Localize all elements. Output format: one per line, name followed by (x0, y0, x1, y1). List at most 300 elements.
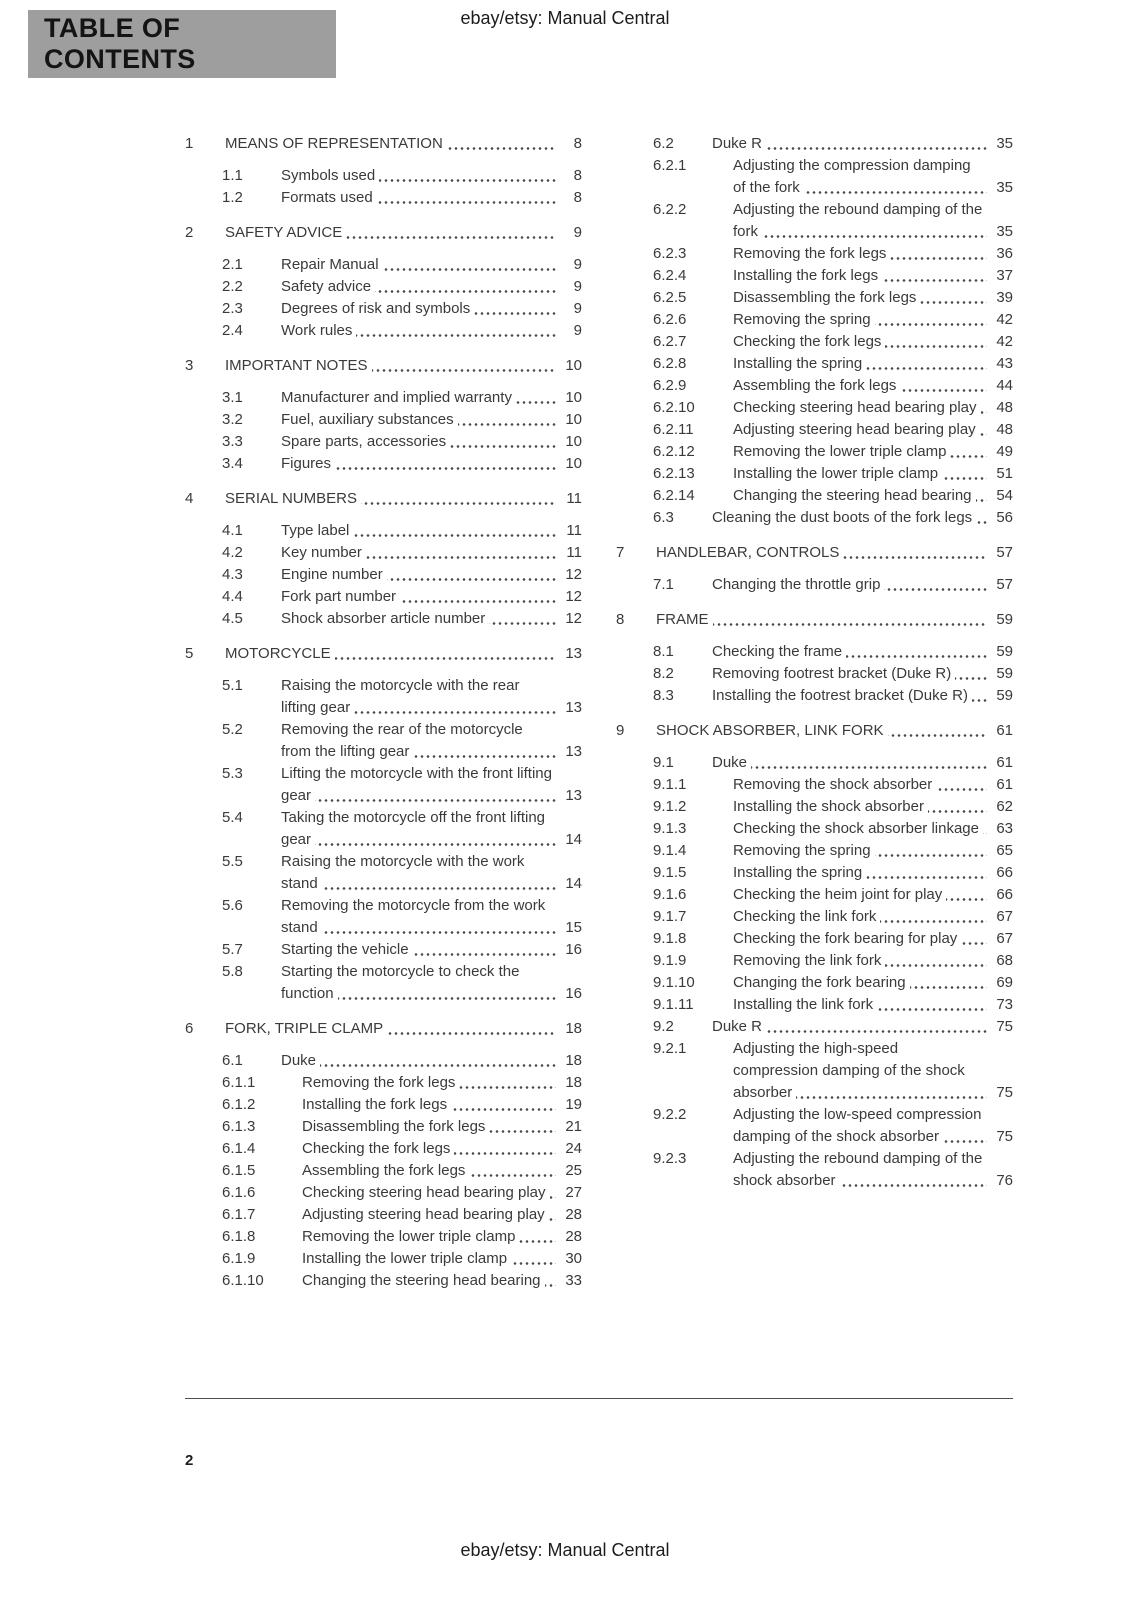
table-of-contents (185, 133, 1013, 1292)
footer-divider (185, 1398, 1013, 1399)
toc-entry (616, 441, 1013, 463)
toc-entry-number: 9.1.9 (653, 952, 687, 969)
toc-entry-page: 75 (987, 1016, 1013, 1038)
toc-entry-number: 9.1 (653, 754, 674, 771)
toc-entry (616, 155, 1013, 199)
toc-entry (185, 431, 582, 453)
top-watermark: ebay/etsy: Manual Central (460, 8, 670, 28)
toc-entry-title: Removing the lower triple clamp (733, 441, 987, 463)
toc-entry (616, 542, 1013, 564)
toc-entry-title: Installing the link fork (733, 994, 987, 1016)
toc-entry-page: 21 (556, 1116, 582, 1138)
toc-entry-title: Removing the fork legs (302, 1072, 556, 1094)
toc-entry-page: 35 (987, 221, 1013, 243)
toc-entry-page: 35 (987, 133, 1013, 155)
toc-entry-page: 54 (987, 485, 1013, 507)
toc-entry (185, 387, 582, 409)
toc-entry-number: 6.2.5 (653, 289, 687, 306)
toc-entry-number: 3.2 (222, 411, 243, 428)
toc-entry-page: 66 (987, 884, 1013, 906)
toc-entry-page: 63 (987, 818, 1013, 840)
toc-entry-title: Duke R (712, 1016, 987, 1038)
toc-entry-page: 69 (987, 972, 1013, 994)
toc-entry-number: 6.2.12 (653, 443, 695, 460)
toc-entry (616, 663, 1013, 685)
toc-entry-title: SHOCK ABSORBER, LINK FORK (656, 720, 987, 742)
toc-entry-title: Repair Manual (281, 254, 556, 276)
toc-entry-title: IMPORTANT NOTES (225, 355, 556, 377)
toc-entry-number: 9.1.5 (653, 864, 687, 881)
toc-entry (616, 243, 1013, 265)
toc-entry-title: Checking steering head bearing play (733, 397, 987, 419)
toc-entry-number: 6.1.3 (222, 1118, 256, 1135)
toc-entry (616, 574, 1013, 596)
toc-entry-number: 2.1 (222, 256, 243, 273)
toc-entry-number: 4.3 (222, 566, 243, 583)
toc-entry-number: 1.2 (222, 189, 243, 206)
toc-entry-title: Checking the fork bearing for play (733, 928, 987, 950)
toc-entry (616, 720, 1013, 742)
toc-entry-page: 9 (556, 320, 582, 342)
toc-entry-page: 11 (556, 542, 582, 564)
toc-entry-page: 13 (556, 643, 582, 665)
toc-entry (616, 1104, 1013, 1148)
toc-entry (185, 1138, 582, 1160)
toc-entry-title: Changing the steering head bearing (733, 485, 987, 507)
toc-entry-title: Starting the vehicle (281, 939, 556, 961)
toc-entry-number: 3.1 (222, 389, 243, 406)
toc-entry-title: Lifting the motorcycle with the front lifting gear (281, 763, 556, 807)
toc-entry-number: 1.1 (222, 167, 243, 184)
toc-entry-page: 61 (987, 720, 1013, 742)
toc-entry-page: 59 (987, 609, 1013, 631)
toc-entry-page: 8 (556, 165, 582, 187)
toc-entry-title: Installing the lower triple clamp (733, 463, 987, 485)
toc-entry-number: 9.2.3 (653, 1150, 687, 1167)
toc-entry-number: 4.2 (222, 544, 243, 561)
toc-entry-number: 6.2.4 (653, 267, 687, 284)
toc-entry-number: 6.1.4 (222, 1140, 256, 1157)
toc-entry-page: 48 (987, 419, 1013, 441)
toc-entry-number: 9.2.2 (653, 1106, 687, 1123)
toc-entry-number: 6.2.9 (653, 377, 687, 394)
toc-entry (185, 1018, 582, 1040)
toc-entry (616, 1016, 1013, 1038)
toc-entry-title: Removing the shock absorber (733, 774, 987, 796)
toc-entry (185, 608, 582, 630)
toc-entry (616, 331, 1013, 353)
toc-entry-number: 9.2 (653, 1018, 674, 1035)
toc-entry (185, 276, 582, 298)
toc-entry (185, 298, 582, 320)
toc-entry-title: Work rules (281, 320, 556, 342)
toc-entry-title: Disassembling the fork legs (733, 287, 987, 309)
toc-entry-page: 13 (556, 785, 582, 807)
toc-entry-number: 6.1.8 (222, 1228, 256, 1245)
toc-entry-number: 9.1.7 (653, 908, 687, 925)
toc-entry-page: 12 (556, 608, 582, 630)
toc-entry-number: 9.1.1 (653, 776, 687, 793)
toc-entry-title: Installing the lower triple clamp (302, 1248, 556, 1270)
toc-entry-number: 5.4 (222, 809, 243, 826)
toc-entry-number: 8.1 (653, 643, 674, 660)
toc-entry-title: Figures (281, 453, 556, 475)
toc-entry-number: 9.2.1 (653, 1040, 687, 1057)
toc-entry-number: 6.3 (653, 509, 674, 526)
toc-entry-page: 16 (556, 983, 582, 1005)
toc-entry-title: Installing the footrest bracket (Duke R) (712, 685, 987, 707)
toc-entry-page: 9 (556, 276, 582, 298)
toc-entry-title: Duke R (712, 133, 987, 155)
toc-entry (185, 586, 582, 608)
toc-entry-number: 9 (616, 722, 625, 739)
toc-entry (185, 719, 582, 763)
toc-entry-number: 6.1.7 (222, 1206, 256, 1223)
toc-entry-title: MEANS OF REPRESENTATION (225, 133, 556, 155)
toc-entry-page: 75 (987, 1126, 1013, 1148)
toc-entry (616, 840, 1013, 862)
toc-entry (616, 133, 1013, 155)
toc-entry-title: Checking the shock absorber linkage (733, 818, 987, 840)
toc-entry-number: 6.1.10 (222, 1272, 264, 1289)
toc-entry (616, 265, 1013, 287)
toc-entry-page: 14 (556, 829, 582, 851)
toc-entry-number: 6.2.10 (653, 399, 695, 416)
toc-entry (616, 796, 1013, 818)
toc-entry-page: 65 (987, 840, 1013, 862)
toc-entry-page: 39 (987, 287, 1013, 309)
toc-entry-page: 42 (987, 331, 1013, 353)
toc-entry-title: Fork part number (281, 586, 556, 608)
toc-entry-title: Checking the heim joint for play (733, 884, 987, 906)
toc-entry (185, 851, 582, 895)
toc-entry-title: Adjusting the compression damping of the fork (733, 155, 987, 199)
toc-entry-number: 9.1.3 (653, 820, 687, 837)
toc-entry-title: Formats used (281, 187, 556, 209)
toc-entry-page: 76 (987, 1170, 1013, 1192)
toc-entry-page: 15 (556, 917, 582, 939)
toc-entry-title: Checking the fork legs (302, 1138, 556, 1160)
toc-entry-number: 9.1.6 (653, 886, 687, 903)
toc-entry-number: 6.1.1 (222, 1074, 256, 1091)
toc-entry-number: 3.3 (222, 433, 243, 450)
toc-entry-number: 2.3 (222, 300, 243, 317)
toc-entry-page: 9 (556, 298, 582, 320)
toc-entry-number: 6.2.6 (653, 311, 687, 328)
toc-entry-title: Shock absorber article number (281, 608, 556, 630)
toc-entry-title: Removing the spring (733, 309, 987, 331)
toc-entry-number: 6.2.7 (653, 333, 687, 350)
toc-entry-page: 14 (556, 873, 582, 895)
toc-entry-page: 59 (987, 641, 1013, 663)
toc-entry-number: 6.1.2 (222, 1096, 256, 1113)
toc-entry-title: Cleaning the dust boots of the fork legs (712, 507, 987, 529)
toc-entry-title: HANDLEBAR, CONTROLS (656, 542, 987, 564)
toc-entry-page: 73 (987, 994, 1013, 1016)
toc-entry (616, 1148, 1013, 1192)
toc-entry-page: 10 (556, 387, 582, 409)
toc-entry-number: 6 (185, 1020, 194, 1037)
toc-entry-page: 27 (556, 1182, 582, 1204)
toc-entry-number: 9.1.11 (653, 996, 694, 1013)
toc-entry (616, 906, 1013, 928)
toc-entry (616, 972, 1013, 994)
toc-entry-title: Adjusting the rebound damping of the fork (733, 199, 987, 243)
toc-entry-page: 9 (556, 254, 582, 276)
toc-entry (185, 1094, 582, 1116)
toc-entry-title: Safety advice (281, 276, 556, 298)
toc-entry-page: 9 (556, 222, 582, 244)
toc-entry-number: 6.2.11 (653, 421, 694, 438)
toc-entry-title: Engine number (281, 564, 556, 586)
toc-column-right (616, 133, 1013, 1292)
toc-entry (185, 254, 582, 276)
toc-entry (185, 1182, 582, 1204)
toc-entry-number: 6.2.1 (653, 157, 687, 174)
toc-entry-title: MOTORCYCLE (225, 643, 556, 665)
toc-entry-title: Raising the motorcycle with the rear lifting gear (281, 675, 556, 719)
toc-entry-page: 10 (556, 431, 582, 453)
toc-entry (185, 961, 582, 1005)
page-title: TABLE OF CONTENTS (44, 13, 196, 74)
toc-entry-page: 11 (556, 488, 582, 510)
toc-entry-page: 10 (556, 409, 582, 431)
toc-entry-number: 1 (185, 135, 194, 152)
toc-entry-title: SAFETY ADVICE (225, 222, 556, 244)
toc-entry-page: 13 (556, 697, 582, 719)
toc-entry (616, 752, 1013, 774)
toc-entry-title: Changing the steering head bearing (302, 1270, 556, 1292)
toc-entry (185, 1072, 582, 1094)
toc-entry-number: 8 (616, 611, 625, 628)
toc-entry-title: Installing the shock absorber (733, 796, 987, 818)
toc-entry (185, 1226, 582, 1248)
toc-entry-number: 4 (185, 490, 194, 507)
toc-entry (616, 641, 1013, 663)
toc-entry-number: 9.1.8 (653, 930, 687, 947)
toc-entry-title: Removing the link fork (733, 950, 987, 972)
toc-entry-number: 6.2.2 (653, 201, 687, 218)
toc-entry-number: 7.1 (653, 576, 674, 593)
toc-entry-page: 10 (556, 453, 582, 475)
toc-entry-number: 9.1.10 (653, 974, 695, 991)
toc-entry (185, 564, 582, 586)
toc-entry-number: 5 (185, 645, 194, 662)
toc-entry-number: 3.4 (222, 455, 243, 472)
toc-entry (185, 187, 582, 209)
toc-entry-number: 2.4 (222, 322, 243, 339)
toc-entry (185, 222, 582, 244)
toc-entry (616, 609, 1013, 631)
toc-entry-number: 8.2 (653, 665, 674, 682)
toc-entry (185, 1248, 582, 1270)
toc-entry-number: 9.1.2 (653, 798, 687, 815)
toc-entry-title: Symbols used (281, 165, 556, 187)
toc-entry (185, 1270, 582, 1292)
toc-entry-page: 12 (556, 564, 582, 586)
toc-entry-title: Changing the fork bearing (733, 972, 987, 994)
toc-entry-title: Removing the motorcycle from the work stand (281, 895, 556, 939)
toc-entry-number: 4.1 (222, 522, 243, 539)
toc-entry (185, 409, 582, 431)
toc-entry-number: 6.2.14 (653, 487, 695, 504)
toc-entry-number: 5.1 (222, 677, 243, 694)
toc-entry (185, 1050, 582, 1072)
toc-entry (185, 939, 582, 961)
toc-entry-number: 2 (185, 224, 194, 241)
toc-entry (616, 1038, 1013, 1104)
toc-entry-number: 6.2.8 (653, 355, 687, 372)
toc-entry (616, 928, 1013, 950)
toc-entry (616, 884, 1013, 906)
toc-entry-title: Checking the fork legs (733, 331, 987, 353)
toc-entry (616, 485, 1013, 507)
toc-entry-title: Removing the lower triple clamp (302, 1226, 556, 1248)
toc-entry (616, 818, 1013, 840)
toc-entry-number: 3 (185, 357, 194, 374)
toc-entry (616, 950, 1013, 972)
toc-entry-title: Installing the spring (733, 862, 987, 884)
toc-entry-number: 6.1.6 (222, 1184, 256, 1201)
toc-entry-page: 11 (556, 520, 582, 542)
toc-entry-page: 18 (556, 1050, 582, 1072)
toc-entry (185, 453, 582, 475)
toc-entry-page: 59 (987, 663, 1013, 685)
toc-entry-title: Fuel, auxiliary substances (281, 409, 556, 431)
toc-entry-number: 7 (616, 544, 625, 561)
toc-entry-page: 43 (987, 353, 1013, 375)
toc-entry-page: 25 (556, 1160, 582, 1182)
toc-entry (616, 994, 1013, 1016)
toc-entry-title: Adjusting the high-speed compression damping of the shock absorber (733, 1038, 987, 1104)
toc-entry-title: Adjusting the low-speed compression damping of the shock absorber (733, 1104, 987, 1148)
toc-entry-title: Assembling the fork legs (302, 1160, 556, 1182)
toc-entry (185, 1160, 582, 1182)
toc-entry-page: 49 (987, 441, 1013, 463)
toc-entry-title: Installing the fork legs (302, 1094, 556, 1116)
toc-entry-number: 5.2 (222, 721, 243, 738)
toc-entry-page: 8 (556, 187, 582, 209)
toc-entry-page: 61 (987, 774, 1013, 796)
toc-entry (616, 309, 1013, 331)
toc-entry (185, 133, 582, 155)
toc-entry (616, 685, 1013, 707)
toc-entry-title: Installing the spring (733, 353, 987, 375)
toc-entry (616, 862, 1013, 884)
toc-entry (616, 774, 1013, 796)
toc-entry-page: 12 (556, 586, 582, 608)
toc-entry-page: 13 (556, 741, 582, 763)
page-number: 2 (185, 1452, 194, 1469)
toc-entry-title: SERIAL NUMBERS (225, 488, 556, 510)
toc-entry-page: 10 (556, 355, 582, 377)
toc-entry (616, 353, 1013, 375)
toc-entry-title: Type label (281, 520, 556, 542)
toc-entry-number: 4.5 (222, 610, 243, 627)
toc-column-left (185, 133, 582, 1292)
toc-entry-title: Checking the frame (712, 641, 987, 663)
toc-entry-number: 9.1.4 (653, 842, 687, 859)
toc-entry-title: Duke (281, 1050, 556, 1072)
toc-entry (185, 763, 582, 807)
toc-entry-title: FORK, TRIPLE CLAMP (225, 1018, 556, 1040)
toc-entry (616, 397, 1013, 419)
toc-entry-title: Installing the fork legs (733, 265, 987, 287)
toc-entry-number: 6.2.13 (653, 465, 695, 482)
toc-entry (185, 643, 582, 665)
toc-entry-number: 6.2 (653, 135, 674, 152)
toc-entry-page: 68 (987, 950, 1013, 972)
toc-entry-title: Key number (281, 542, 556, 564)
toc-entry-page: 19 (556, 1094, 582, 1116)
toc-entry-page: 8 (556, 133, 582, 155)
toc-entry-number: 2.2 (222, 278, 243, 295)
toc-entry-number: 6.1 (222, 1052, 243, 1069)
toc-entry (616, 463, 1013, 485)
toc-entry-number: 6.1.9 (222, 1250, 256, 1267)
toc-entry-title: Adjusting steering head bearing play (302, 1204, 556, 1226)
toc-entry-page: 28 (556, 1204, 582, 1226)
toc-entry (185, 355, 582, 377)
toc-entry (616, 507, 1013, 529)
toc-entry-page: 59 (987, 685, 1013, 707)
toc-entry-page: 16 (556, 939, 582, 961)
toc-entry-number: 6.1.5 (222, 1162, 256, 1179)
toc-entry-page: 48 (987, 397, 1013, 419)
toc-entry-number: 5.8 (222, 963, 243, 980)
toc-entry-page: 42 (987, 309, 1013, 331)
toc-entry-title: FRAME (656, 609, 987, 631)
toc-entry-page: 28 (556, 1226, 582, 1248)
toc-entry-title: Changing the throttle grip (712, 574, 987, 596)
toc-entry-page: 66 (987, 862, 1013, 884)
toc-entry-number: 5.5 (222, 853, 243, 870)
toc-entry-page: 18 (556, 1018, 582, 1040)
toc-entry-page: 30 (556, 1248, 582, 1270)
toc-entry-title: Checking the link fork (733, 906, 987, 928)
toc-entry (185, 895, 582, 939)
toc-entry (185, 1116, 582, 1138)
toc-entry (616, 419, 1013, 441)
toc-entry-number: 5.3 (222, 765, 243, 782)
toc-entry-title: Duke (712, 752, 987, 774)
toc-entry (185, 488, 582, 510)
toc-entry-title: Removing the rear of the motorcycle from the lifting gear (281, 719, 556, 763)
toc-entry-page: 18 (556, 1072, 582, 1094)
toc-entry-number: 6.2.3 (653, 245, 687, 262)
toc-entry-title: Taking the motorcycle off the front lifting gear (281, 807, 556, 851)
toc-entry-title: Assembling the fork legs (733, 375, 987, 397)
toc-entry-page: 57 (987, 542, 1013, 564)
toc-entry (616, 199, 1013, 243)
toc-entry-title: Adjusting steering head bearing play (733, 419, 987, 441)
toc-entry-page: 75 (987, 1082, 1013, 1104)
toc-entry-page: 37 (987, 265, 1013, 287)
toc-entry-page: 24 (556, 1138, 582, 1160)
toc-entry (185, 520, 582, 542)
toc-entry (185, 1204, 582, 1226)
toc-entry (185, 542, 582, 564)
toc-entry-page: 67 (987, 928, 1013, 950)
toc-entry-page: 36 (987, 243, 1013, 265)
toc-entry-page: 51 (987, 463, 1013, 485)
toc-entry-title: Degrees of risk and symbols (281, 298, 556, 320)
toc-entry-page: 44 (987, 375, 1013, 397)
toc-entry-page: 56 (987, 507, 1013, 529)
toc-entry (185, 675, 582, 719)
toc-entry-title: Checking steering head bearing play (302, 1182, 556, 1204)
toc-entry-number: 5.7 (222, 941, 243, 958)
